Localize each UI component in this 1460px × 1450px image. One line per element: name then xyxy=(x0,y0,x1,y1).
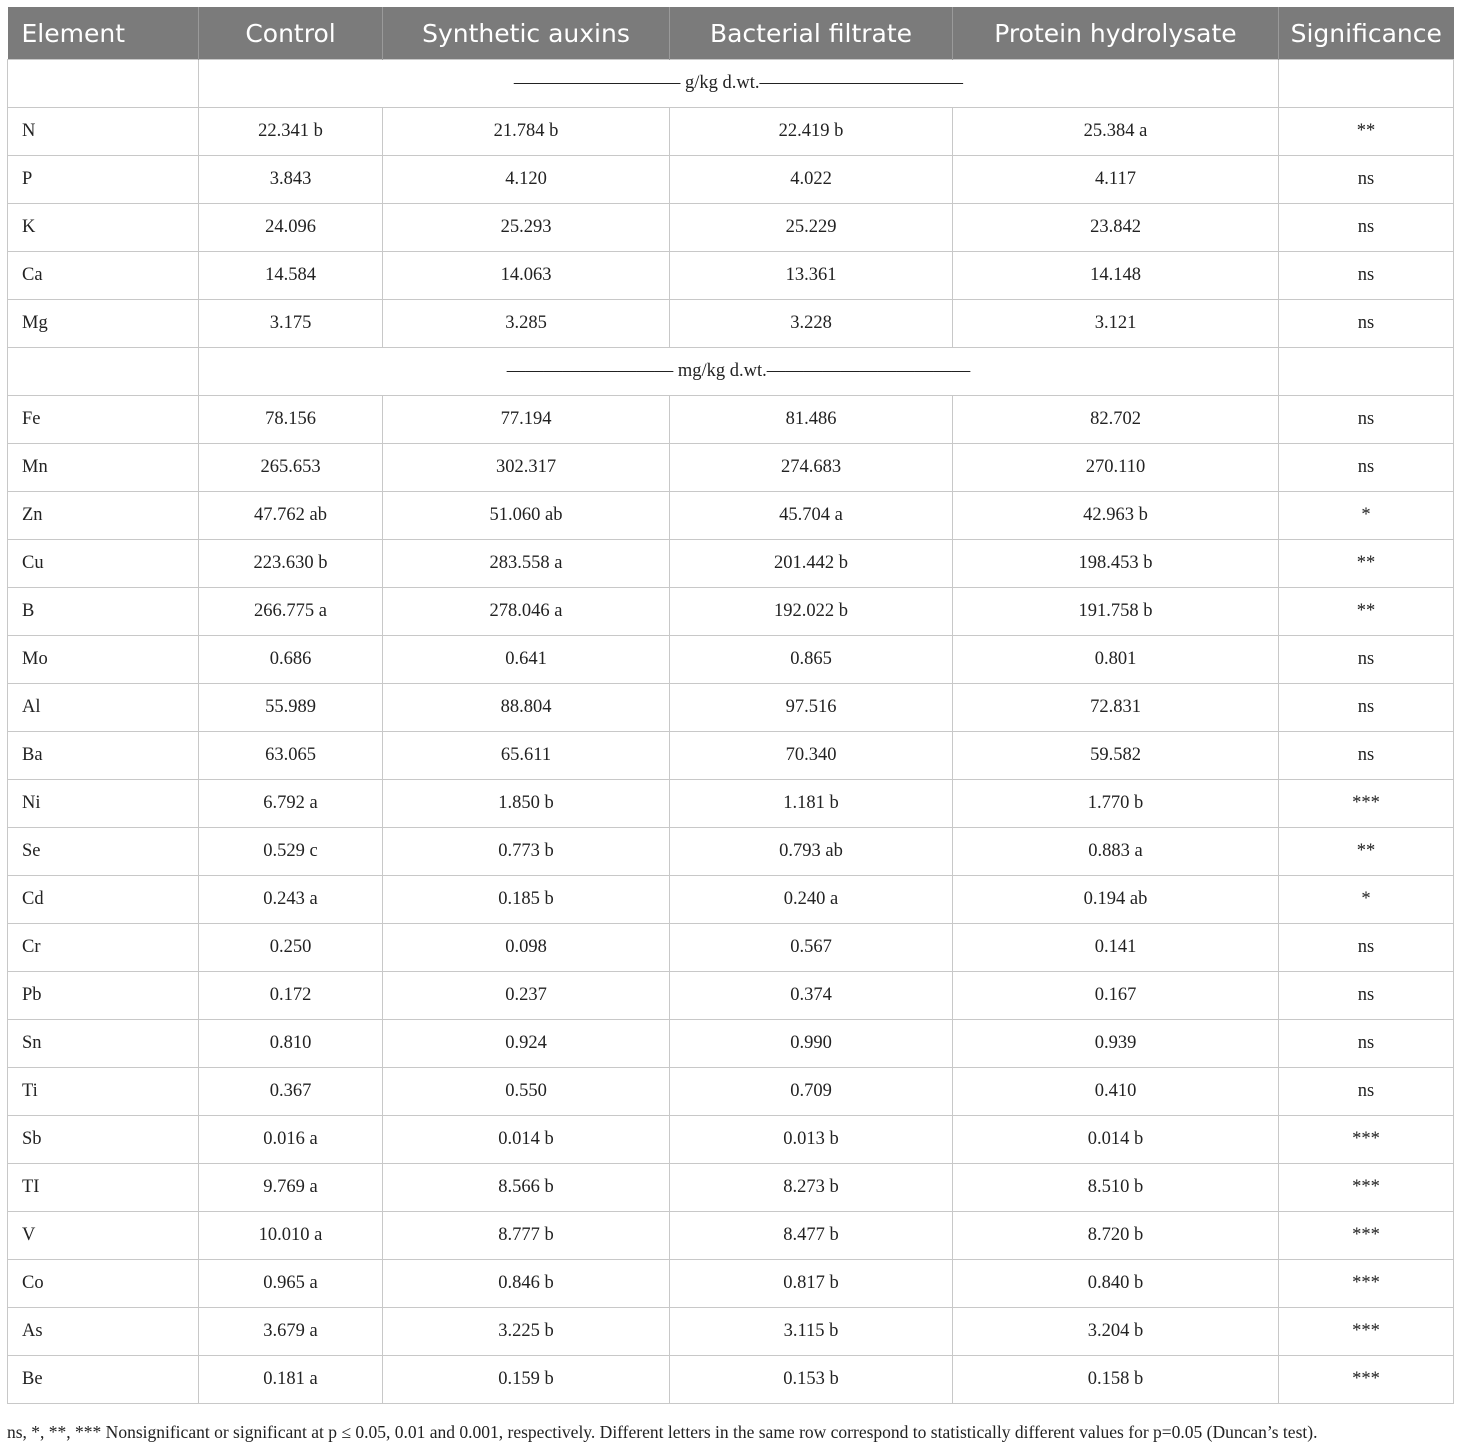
synthetic-auxins-cell: 77.194 xyxy=(383,396,670,444)
bacterial-filtrate-cell: 0.817 b xyxy=(670,1260,953,1308)
control-cell: 0.172 xyxy=(199,972,383,1020)
element-cell: Cu xyxy=(8,540,199,588)
unit-row-micro xyxy=(8,348,1454,396)
control-cell: 0.529 c xyxy=(199,828,383,876)
table-row xyxy=(8,1308,1454,1356)
control-cell: 223.630 b xyxy=(199,540,383,588)
element-cell: Mg xyxy=(8,300,199,348)
header-bacterial-filtrate: Bacterial filtrate xyxy=(670,7,953,60)
bacterial-filtrate-cell: 0.990 xyxy=(670,1020,953,1068)
synthetic-auxins-cell: 3.285 xyxy=(383,300,670,348)
bacterial-filtrate-cell: 13.361 xyxy=(670,252,953,300)
bacterial-filtrate-cell: 45.704 a xyxy=(670,492,953,540)
table-header-row xyxy=(8,7,1454,60)
protein-hydrolysate-cell: 0.158 b xyxy=(953,1356,1279,1404)
protein-hydrolysate-cell: 8.510 b xyxy=(953,1164,1279,1212)
significance-cell: ns xyxy=(1279,300,1454,348)
table-row xyxy=(8,1260,1454,1308)
protein-hydrolysate-cell: 0.194 ab xyxy=(953,876,1279,924)
bacterial-filtrate-cell: 0.567 xyxy=(670,924,953,972)
protein-hydrolysate-cell: 82.702 xyxy=(953,396,1279,444)
table-row xyxy=(8,252,1454,300)
control-cell: 10.010 a xyxy=(199,1212,383,1260)
element-cell: V xyxy=(8,1212,199,1260)
bacterial-filtrate-cell: 81.486 xyxy=(670,396,953,444)
synthetic-auxins-cell: 3.225 b xyxy=(383,1308,670,1356)
significance-cell: *** xyxy=(1279,1164,1454,1212)
bacterial-filtrate-cell: 0.013 b xyxy=(670,1116,953,1164)
table-row xyxy=(8,876,1454,924)
protein-hydrolysate-cell: 14.148 xyxy=(953,252,1279,300)
element-cell: Mn xyxy=(8,444,199,492)
control-cell: 14.584 xyxy=(199,252,383,300)
table-row xyxy=(8,1356,1454,1404)
control-cell: 24.096 xyxy=(199,204,383,252)
protein-hydrolysate-cell: 270.110 xyxy=(953,444,1279,492)
significance-cell: ns xyxy=(1279,444,1454,492)
table-footnote: ns, *, **, *** Nonsignificant or significant at p ≤ 0.05, 0.01 and 0.001, respectively. Different letters in the same row correspond to statistically different values for p=0.05 (Duncan’s test). xyxy=(7,1422,1318,1442)
protein-hydrolysate-cell: 0.840 b xyxy=(953,1260,1279,1308)
control-cell: 0.181 a xyxy=(199,1356,383,1404)
table-row xyxy=(8,1020,1454,1068)
element-cell: Fe xyxy=(8,396,199,444)
synthetic-auxins-cell: 0.924 xyxy=(383,1020,670,1068)
results-table-container xyxy=(7,7,1453,1404)
significance-cell: ns xyxy=(1279,1020,1454,1068)
synthetic-auxins-cell: 14.063 xyxy=(383,252,670,300)
control-cell: 6.792 a xyxy=(199,780,383,828)
element-cell: As xyxy=(8,1308,199,1356)
element-cell: Sb xyxy=(8,1116,199,1164)
significance-cell: * xyxy=(1279,876,1454,924)
synthetic-auxins-cell: 65.611 xyxy=(383,732,670,780)
element-cell: Ti xyxy=(8,1068,199,1116)
element-cell: Ba xyxy=(8,732,199,780)
bacterial-filtrate-cell: 0.709 xyxy=(670,1068,953,1116)
protein-hydrolysate-cell: 72.831 xyxy=(953,684,1279,732)
significance-cell: ns xyxy=(1279,924,1454,972)
synthetic-auxins-cell: 0.098 xyxy=(383,924,670,972)
synthetic-auxins-cell: 0.237 xyxy=(383,972,670,1020)
significance-cell: ns xyxy=(1279,396,1454,444)
protein-hydrolysate-cell: 0.939 xyxy=(953,1020,1279,1068)
control-cell: 266.775 a xyxy=(199,588,383,636)
control-cell: 55.989 xyxy=(199,684,383,732)
element-cell: Ca xyxy=(8,252,199,300)
protein-hydrolysate-cell: 25.384 a xyxy=(953,108,1279,156)
protein-hydrolysate-cell: 0.883 a xyxy=(953,828,1279,876)
protein-hydrolysate-cell: 8.720 b xyxy=(953,1212,1279,1260)
significance-cell: *** xyxy=(1279,1116,1454,1164)
significance-cell: ns xyxy=(1279,636,1454,684)
unit-label-macro: ————————— g/kg d.wt.——————————— xyxy=(199,60,1279,108)
control-cell: 0.016 a xyxy=(199,1116,383,1164)
protein-hydrolysate-cell: 0.141 xyxy=(953,924,1279,972)
control-cell: 0.243 a xyxy=(199,876,383,924)
element-cell: N xyxy=(8,108,199,156)
bacterial-filtrate-cell: 70.340 xyxy=(670,732,953,780)
synthetic-auxins-cell: 8.777 b xyxy=(383,1212,670,1260)
table-row xyxy=(8,780,1454,828)
element-cell: Co xyxy=(8,1260,199,1308)
protein-hydrolysate-cell: 4.117 xyxy=(953,156,1279,204)
protein-hydrolysate-cell: 0.014 b xyxy=(953,1116,1279,1164)
table-row xyxy=(8,156,1454,204)
bacterial-filtrate-cell: 8.273 b xyxy=(670,1164,953,1212)
header-protein-hydrolysate: Protein hydrolysate xyxy=(953,7,1279,60)
table-body xyxy=(8,60,1454,1404)
protein-hydrolysate-cell: 23.842 xyxy=(953,204,1279,252)
element-cell: Cr xyxy=(8,924,199,972)
control-cell: 47.762 ab xyxy=(199,492,383,540)
synthetic-auxins-cell: 8.566 b xyxy=(383,1164,670,1212)
control-cell: 0.686 xyxy=(199,636,383,684)
synthetic-auxins-cell: 0.159 b xyxy=(383,1356,670,1404)
element-cell: K xyxy=(8,204,199,252)
table-row xyxy=(8,1068,1454,1116)
table-row xyxy=(8,588,1454,636)
bacterial-filtrate-cell: 97.516 xyxy=(670,684,953,732)
element-cell: Mo xyxy=(8,636,199,684)
bacterial-filtrate-cell: 25.229 xyxy=(670,204,953,252)
element-cell: Pb xyxy=(8,972,199,1020)
table-row xyxy=(8,924,1454,972)
table-row xyxy=(8,732,1454,780)
header-synthetic-auxins: Synthetic auxins xyxy=(383,7,670,60)
control-cell: 9.769 a xyxy=(199,1164,383,1212)
synthetic-auxins-cell: 0.846 b xyxy=(383,1260,670,1308)
synthetic-auxins-cell: 0.014 b xyxy=(383,1116,670,1164)
significance-cell: ** xyxy=(1279,828,1454,876)
significance-cell: ns xyxy=(1279,684,1454,732)
element-cell: Ni xyxy=(8,780,199,828)
control-cell: 63.065 xyxy=(199,732,383,780)
significance-cell: *** xyxy=(1279,1356,1454,1404)
table-row xyxy=(8,828,1454,876)
protein-hydrolysate-cell: 0.801 xyxy=(953,636,1279,684)
control-cell: 22.341 b xyxy=(199,108,383,156)
control-cell: 78.156 xyxy=(199,396,383,444)
control-cell: 3.175 xyxy=(199,300,383,348)
protein-hydrolysate-cell: 42.963 b xyxy=(953,492,1279,540)
bacterial-filtrate-cell: 201.442 b xyxy=(670,540,953,588)
synthetic-auxins-cell: 51.060 ab xyxy=(383,492,670,540)
table-row xyxy=(8,636,1454,684)
significance-cell: *** xyxy=(1279,1260,1454,1308)
element-cell: Al xyxy=(8,684,199,732)
table-row xyxy=(8,396,1454,444)
control-cell: 0.367 xyxy=(199,1068,383,1116)
table-row xyxy=(8,300,1454,348)
unit-row-macro xyxy=(8,60,1454,108)
protein-hydrolysate-cell: 0.410 xyxy=(953,1068,1279,1116)
bacterial-filtrate-cell: 8.477 b xyxy=(670,1212,953,1260)
significance-cell: *** xyxy=(1279,780,1454,828)
synthetic-auxins-cell: 0.550 xyxy=(383,1068,670,1116)
synthetic-auxins-cell: 0.185 b xyxy=(383,876,670,924)
bacterial-filtrate-cell: 274.683 xyxy=(670,444,953,492)
element-cell: Se xyxy=(8,828,199,876)
synthetic-auxins-cell: 4.120 xyxy=(383,156,670,204)
synthetic-auxins-cell: 0.641 xyxy=(383,636,670,684)
table-row xyxy=(8,1212,1454,1260)
bacterial-filtrate-cell: 22.419 b xyxy=(670,108,953,156)
protein-hydrolysate-cell: 3.121 xyxy=(953,300,1279,348)
table-row xyxy=(8,972,1454,1020)
element-cell: Zn xyxy=(8,492,199,540)
unit-label-micro: ————————— mg/kg d.wt.——————————— xyxy=(199,348,1279,396)
control-cell: 3.679 a xyxy=(199,1308,383,1356)
element-cell: TI xyxy=(8,1164,199,1212)
synthetic-auxins-cell: 278.046 a xyxy=(383,588,670,636)
bacterial-filtrate-cell: 0.240 a xyxy=(670,876,953,924)
control-cell: 0.810 xyxy=(199,1020,383,1068)
protein-hydrolysate-cell: 3.204 b xyxy=(953,1308,1279,1356)
significance-cell: *** xyxy=(1279,1308,1454,1356)
bacterial-filtrate-cell: 1.181 b xyxy=(670,780,953,828)
table-row xyxy=(8,108,1454,156)
table-row xyxy=(8,492,1454,540)
table-row xyxy=(8,684,1454,732)
synthetic-auxins-cell: 88.804 xyxy=(383,684,670,732)
mineral-composition-table xyxy=(7,7,1454,1404)
significance-cell: ns xyxy=(1279,156,1454,204)
element-cell: P xyxy=(8,156,199,204)
synthetic-auxins-cell: 21.784 b xyxy=(383,108,670,156)
synthetic-auxins-cell: 302.317 xyxy=(383,444,670,492)
significance-cell: ** xyxy=(1279,540,1454,588)
bacterial-filtrate-cell: 3.228 xyxy=(670,300,953,348)
protein-hydrolysate-cell: 191.758 b xyxy=(953,588,1279,636)
element-cell: Be xyxy=(8,1356,199,1404)
control-cell: 3.843 xyxy=(199,156,383,204)
bacterial-filtrate-cell: 3.115 b xyxy=(670,1308,953,1356)
table-row xyxy=(8,444,1454,492)
bacterial-filtrate-cell: 0.374 xyxy=(670,972,953,1020)
table-row xyxy=(8,1116,1454,1164)
significance-cell: * xyxy=(1279,492,1454,540)
bacterial-filtrate-cell: 192.022 b xyxy=(670,588,953,636)
significance-cell: ns xyxy=(1279,204,1454,252)
bacterial-filtrate-cell: 0.793 ab xyxy=(670,828,953,876)
bacterial-filtrate-cell: 0.865 xyxy=(670,636,953,684)
table-row xyxy=(8,1164,1454,1212)
header-control: Control xyxy=(199,7,383,60)
significance-cell: ** xyxy=(1279,588,1454,636)
synthetic-auxins-cell: 1.850 b xyxy=(383,780,670,828)
significance-cell: ns xyxy=(1279,252,1454,300)
bacterial-filtrate-cell: 4.022 xyxy=(670,156,953,204)
protein-hydrolysate-cell: 198.453 b xyxy=(953,540,1279,588)
element-cell: Cd xyxy=(8,876,199,924)
synthetic-auxins-cell: 283.558 a xyxy=(383,540,670,588)
protein-hydrolysate-cell: 0.167 xyxy=(953,972,1279,1020)
significance-cell: *** xyxy=(1279,1212,1454,1260)
synthetic-auxins-cell: 25.293 xyxy=(383,204,670,252)
significance-cell: ns xyxy=(1279,1068,1454,1116)
control-cell: 0.250 xyxy=(199,924,383,972)
header-significance: Significance xyxy=(1279,7,1454,60)
synthetic-auxins-cell: 0.773 b xyxy=(383,828,670,876)
significance-cell: ** xyxy=(1279,108,1454,156)
protein-hydrolysate-cell: 59.582 xyxy=(953,732,1279,780)
element-cell: B xyxy=(8,588,199,636)
significance-cell: ns xyxy=(1279,732,1454,780)
protein-hydrolysate-cell: 1.770 b xyxy=(953,780,1279,828)
control-cell: 265.653 xyxy=(199,444,383,492)
table-row xyxy=(8,204,1454,252)
table-row xyxy=(8,540,1454,588)
bacterial-filtrate-cell: 0.153 b xyxy=(670,1356,953,1404)
significance-cell: ns xyxy=(1279,972,1454,1020)
control-cell: 0.965 a xyxy=(199,1260,383,1308)
header-element: Element xyxy=(8,7,199,60)
element-cell: Sn xyxy=(8,1020,199,1068)
